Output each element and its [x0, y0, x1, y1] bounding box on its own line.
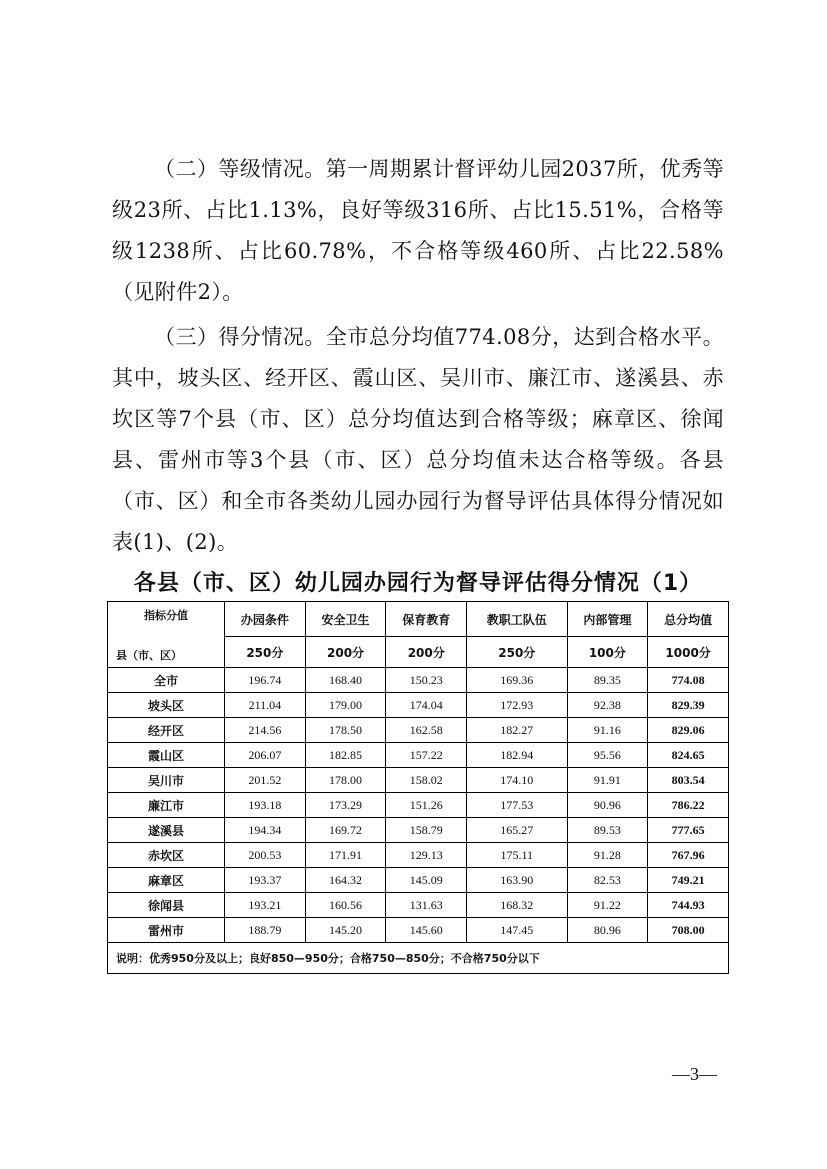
score-cell: 129.13	[386, 843, 467, 868]
column-header: 安全卫生	[305, 602, 386, 637]
score-cell: 91.22	[567, 893, 648, 918]
corner-header	[108, 602, 225, 668]
score-cell: 91.91	[567, 768, 648, 793]
region-name-cell: 麻章区	[108, 868, 225, 893]
table-row	[108, 793, 729, 818]
score-cell: 168.40	[305, 668, 386, 693]
column-header: 保育教育	[386, 602, 467, 637]
table-title: 各县（市、区）幼儿园办园行为督导评估得分情况（1）	[133, 571, 703, 596]
corner-bottom-label: 县（市、区）	[116, 649, 182, 662]
score-cell: 175.11	[467, 843, 567, 868]
score-cell: 150.23	[386, 668, 467, 693]
score-cell: 201.52	[225, 768, 306, 793]
score-cell: 165.27	[467, 818, 567, 843]
column-header: 总分均值	[648, 602, 729, 637]
score-cell: 179.00	[305, 693, 386, 718]
total-score-cell: 829.39	[648, 693, 729, 718]
score-cell: 178.00	[305, 768, 386, 793]
score-cell: 174.04	[386, 693, 467, 718]
score-cell: 95.56	[567, 743, 648, 768]
score-cell: 173.29	[305, 793, 386, 818]
score-cell: 164.32	[305, 868, 386, 893]
region-name-cell: 霞山区	[108, 743, 225, 768]
score-cell: 92.38	[567, 693, 648, 718]
table-row	[108, 843, 729, 868]
score-cell: 147.45	[467, 918, 567, 943]
table-row	[108, 818, 729, 843]
score-cell: 169.36	[467, 668, 567, 693]
table-row	[108, 918, 729, 943]
table-row	[108, 743, 729, 768]
score-table	[107, 601, 729, 974]
score-cell: 145.60	[386, 918, 467, 943]
score-cell: 168.32	[467, 893, 567, 918]
score-cell: 145.20	[305, 918, 386, 943]
max-score-header: 250分	[467, 637, 567, 668]
score-cell: 163.90	[467, 868, 567, 893]
column-header: 教职工队伍	[467, 602, 567, 637]
page-number: —3—	[672, 1064, 717, 1084]
column-header: 办园条件	[225, 602, 306, 637]
score-cell: 172.93	[467, 693, 567, 718]
region-name-cell: 全市	[108, 668, 225, 693]
max-score-header: 1000分	[648, 637, 729, 668]
score-cell: 174.10	[467, 768, 567, 793]
region-name-cell: 坡头区	[108, 693, 225, 718]
corner-top-label: 指标分值	[144, 609, 188, 622]
score-cell: 169.72	[305, 818, 386, 843]
score-cell: 211.04	[225, 693, 306, 718]
score-cell: 131.63	[386, 893, 467, 918]
score-cell: 171.91	[305, 843, 386, 868]
table-row	[108, 668, 729, 693]
region-name-cell: 赤坎区	[108, 843, 225, 868]
score-cell: 177.53	[467, 793, 567, 818]
score-cell: 91.16	[567, 718, 648, 743]
total-score-cell: 829.06	[648, 718, 729, 743]
total-score-cell: 824.65	[648, 743, 729, 768]
score-cell: 151.26	[386, 793, 467, 818]
total-score-cell: 774.08	[648, 668, 729, 693]
table-row	[108, 893, 729, 918]
region-name-cell: 徐闻县	[108, 893, 225, 918]
score-cell: 182.85	[305, 743, 386, 768]
table-row	[108, 693, 729, 718]
score-cell: 158.79	[386, 818, 467, 843]
score-cell: 178.50	[305, 718, 386, 743]
table-row	[108, 868, 729, 893]
max-score-header: 250分	[225, 637, 306, 668]
column-header: 内部管理	[567, 602, 648, 637]
max-score-header: 200分	[305, 637, 386, 668]
table-body	[108, 668, 729, 943]
total-score-cell: 749.21	[648, 868, 729, 893]
region-name-cell: 遂溪县	[108, 818, 225, 843]
total-score-cell: 803.54	[648, 768, 729, 793]
score-cell: 82.53	[567, 868, 648, 893]
score-cell: 90.96	[567, 793, 648, 818]
score-cell: 157.22	[386, 743, 467, 768]
score-cell: 91.28	[567, 843, 648, 868]
total-score-cell: 744.93	[648, 893, 729, 918]
score-cell: 194.34	[225, 818, 306, 843]
score-cell: 89.53	[567, 818, 648, 843]
score-cell: 193.18	[225, 793, 306, 818]
score-cell: 160.56	[305, 893, 386, 918]
score-cell: 158.02	[386, 768, 467, 793]
paragraph-score-situation: （三）得分情况。全市总分均值774.08分，达到合格水平。其中，坡头区、经开区、霞山区、吴川市、廉江市、遂溪县、赤坎区等7个县（市、区）总分均值达到合格等级；麻章区、徐闻县、雷州市等3个县（市、区）总分均值未达合格等级。各县（市、区）和全市各类幼儿园办园行为督导评估具体得分情况如表(1)、(2)。	[112, 325, 724, 554]
region-name-cell: 经开区	[108, 718, 225, 743]
score-cell: 89.35	[567, 668, 648, 693]
region-name-cell: 雷州市	[108, 918, 225, 943]
score-cell: 193.21	[225, 893, 306, 918]
score-cell: 162.58	[386, 718, 467, 743]
total-score-cell: 777.65	[648, 818, 729, 843]
total-score-cell: 767.96	[648, 843, 729, 868]
max-score-header: 200分	[386, 637, 467, 668]
region-name-cell: 廉江市	[108, 793, 225, 818]
score-cell: 196.74	[225, 668, 306, 693]
total-score-cell: 708.00	[648, 918, 729, 943]
paragraph-grade-situation: （二）等级情况。第一周期累计督评幼儿园2037所，优秀等级23所、占比1.13%，良好等级316所、占比15.51%，合格等级1238所、占比60.78%，不合格等级460所、占比22.58%（见附件2）。	[112, 157, 724, 304]
score-cell: 145.09	[386, 868, 467, 893]
score-cell: 188.79	[225, 918, 306, 943]
score-cell: 80.96	[567, 918, 648, 943]
region-name-cell: 吴川市	[108, 768, 225, 793]
score-cell: 193.37	[225, 868, 306, 893]
score-cell: 182.27	[467, 718, 567, 743]
score-cell: 206.07	[225, 743, 306, 768]
score-cell: 200.53	[225, 843, 306, 868]
score-cell: 214.56	[225, 718, 306, 743]
score-cell: 182.94	[467, 743, 567, 768]
table-row	[108, 718, 729, 743]
table-note: 说明：优秀950分及以上；良好850—950分；合格750—850分；不合格750分以下	[108, 943, 729, 974]
total-score-cell: 786.22	[648, 793, 729, 818]
table-row	[108, 768, 729, 793]
max-score-header: 100分	[567, 637, 648, 668]
